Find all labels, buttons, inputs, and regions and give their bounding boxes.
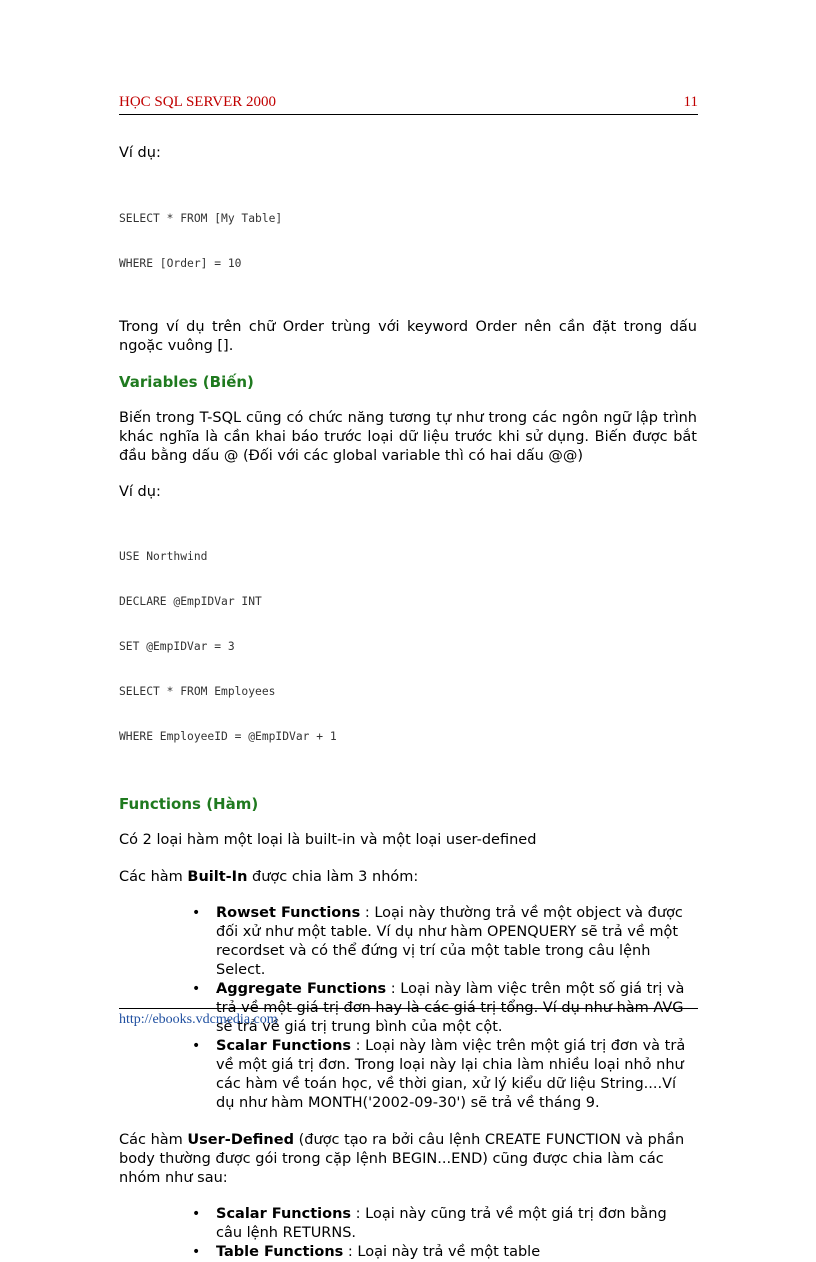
builtin-intro: Các hàm Built-In được chia làm 3 nhóm: [119,869,419,885]
list-item: • Table Functions : Loại này trả về một table [192,1244,541,1260]
bullet-icon: • [192,1038,201,1054]
bullet-icon: • [192,1206,201,1222]
list-item: • Scalar Functions : Loại này cũng trả về một giá trị đơn bằng câu lệnh RETURNS. [192,1206,667,1241]
paragraph: Có 2 loại hàm một loại là built-in và một loại user-defined [119,832,537,848]
code-line: SET @EmpIDVar = 3 [119,640,235,653]
code-block [119,519,697,774]
code-line: SELECT * FROM [My Table] [119,212,283,225]
code-block [119,181,697,301]
section-heading-functions: Functions (Hàm) [119,795,259,813]
section-heading-variables: Variables (Biến) [119,373,254,391]
paragraph: Biến trong T-SQL cũng có chức năng tương tự như trong các ngôn ngữ lập trình khác nghĩa là cần khai báo trước loại dữ liệu trước khi sử dụng. Biến được bắt đầu bằng dấu @ (Đối với các global variable thì có hai dấu @@) [119,410,697,464]
bullet-icon: • [192,1244,201,1260]
page-number: 11 [683,94,698,110]
list-item: • Aggregate Functions : Loại này làm việc trên một số giá trị và trả về một giá trị đơn hay là các giá trị tổng. Ví dụ như hàm AVG sẽ trả về giá trị trung bình của một cột. [192,981,685,1035]
bullet-icon: • [192,905,201,921]
code-line: USE Northwind [119,550,208,563]
page-header [119,94,698,115]
code-line: DECLARE @EmpIDVar INT [119,595,262,608]
header-title: HỌC SQL SERVER 2000 [119,94,277,110]
userdefined-intro: Các hàm User-Defined (được tạo ra bởi câu lệnh CREATE FUNCTION và phần body thường được gói trong cặp lệnh BEGIN...END) cũng được chia làm các nhóm như sau: [119,1132,685,1186]
code-line: WHERE [Order] = 10 [119,257,242,270]
bullet-icon: • [192,981,201,997]
example-label: Ví dụ: [119,145,161,161]
code-line: SELECT * FROM Employees [119,685,276,698]
footer-url-link[interactable]: http://ebooks.vdcmedia.com [119,1012,278,1027]
list-item: • Rowset Functions : Loại này thường trả về một object và được đối xử như một table. Ví dụ như hàm OPENQUERY sẽ trả về một recordset và có thể đứng vị trí của một table trong câu lệnh Select. [192,905,683,978]
list-item: • Scalar Functions : Loại này làm việc trên một giá trị đơn và trả về một giá trị đơn. Trong loại này lại chia làm nhiều loại nhỏ như các hàm về toán học, về thời gian, xử lý kiểu dữ liệu String....Ví dụ như hàm MONTH('2002-09-30') sẽ trả về tháng 9. [192,1038,686,1111]
userdefined-list [119,1205,697,1262]
code-line: WHERE EmployeeID = @EmpIDVar + 1 [119,730,337,743]
paragraph: Trong ví dụ trên chữ Order trùng với keyword Order nên cần đặt trong dấu ngoặc vuông []. [119,319,697,354]
example-label: Ví dụ: [119,484,161,500]
page-footer [119,1008,698,1028]
page-content [119,140,697,1262]
